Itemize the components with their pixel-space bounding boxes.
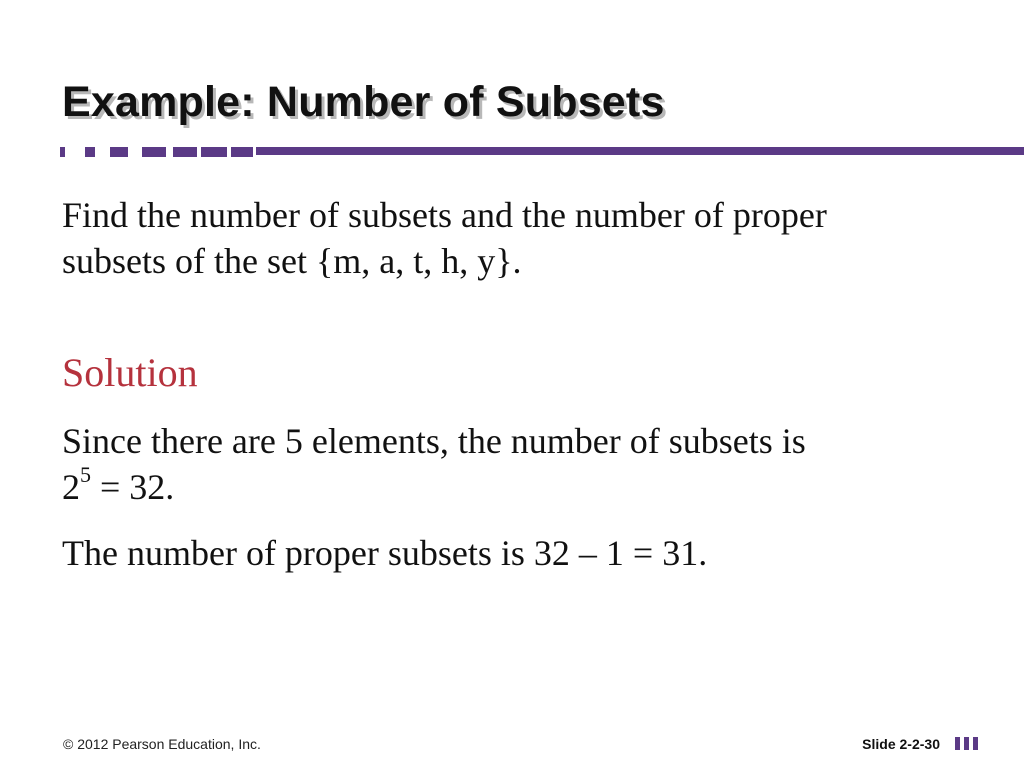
solution-line-1-text: Since there are 5 elements, the number of subsets is 2	[62, 421, 806, 507]
copyright-notice: © 2012 Pearson Education, Inc.	[63, 736, 261, 752]
divider-segment	[142, 147, 166, 157]
title-divider	[0, 147, 1024, 157]
solution-line-1	[62, 418, 822, 510]
divider-segment	[173, 147, 197, 157]
footer-bar	[955, 737, 960, 750]
solution-line-2: The number of proper subsets is 32 – 1 = 31.	[62, 533, 708, 573]
solution-line-1-result: = 32.	[91, 467, 175, 507]
divider-segment	[110, 147, 128, 157]
exponent: 5	[80, 462, 91, 487]
divider-segment	[60, 147, 65, 157]
divider-segment	[201, 147, 227, 157]
slide-number: Slide 2-2-30	[862, 736, 940, 752]
slide-title: Example: Number of Subsets	[62, 78, 665, 126]
footer-bar	[973, 737, 978, 750]
divider-segment	[85, 147, 95, 157]
problem-statement: Find the number of subsets and the number of proper subsets of the set {m, a, t, h, y}.	[62, 195, 827, 281]
footer-bars-icon	[955, 737, 985, 750]
divider-segment	[231, 147, 253, 157]
footer-bar	[964, 737, 969, 750]
divider-line	[256, 147, 1024, 155]
solution-heading: Solution	[62, 350, 198, 395]
